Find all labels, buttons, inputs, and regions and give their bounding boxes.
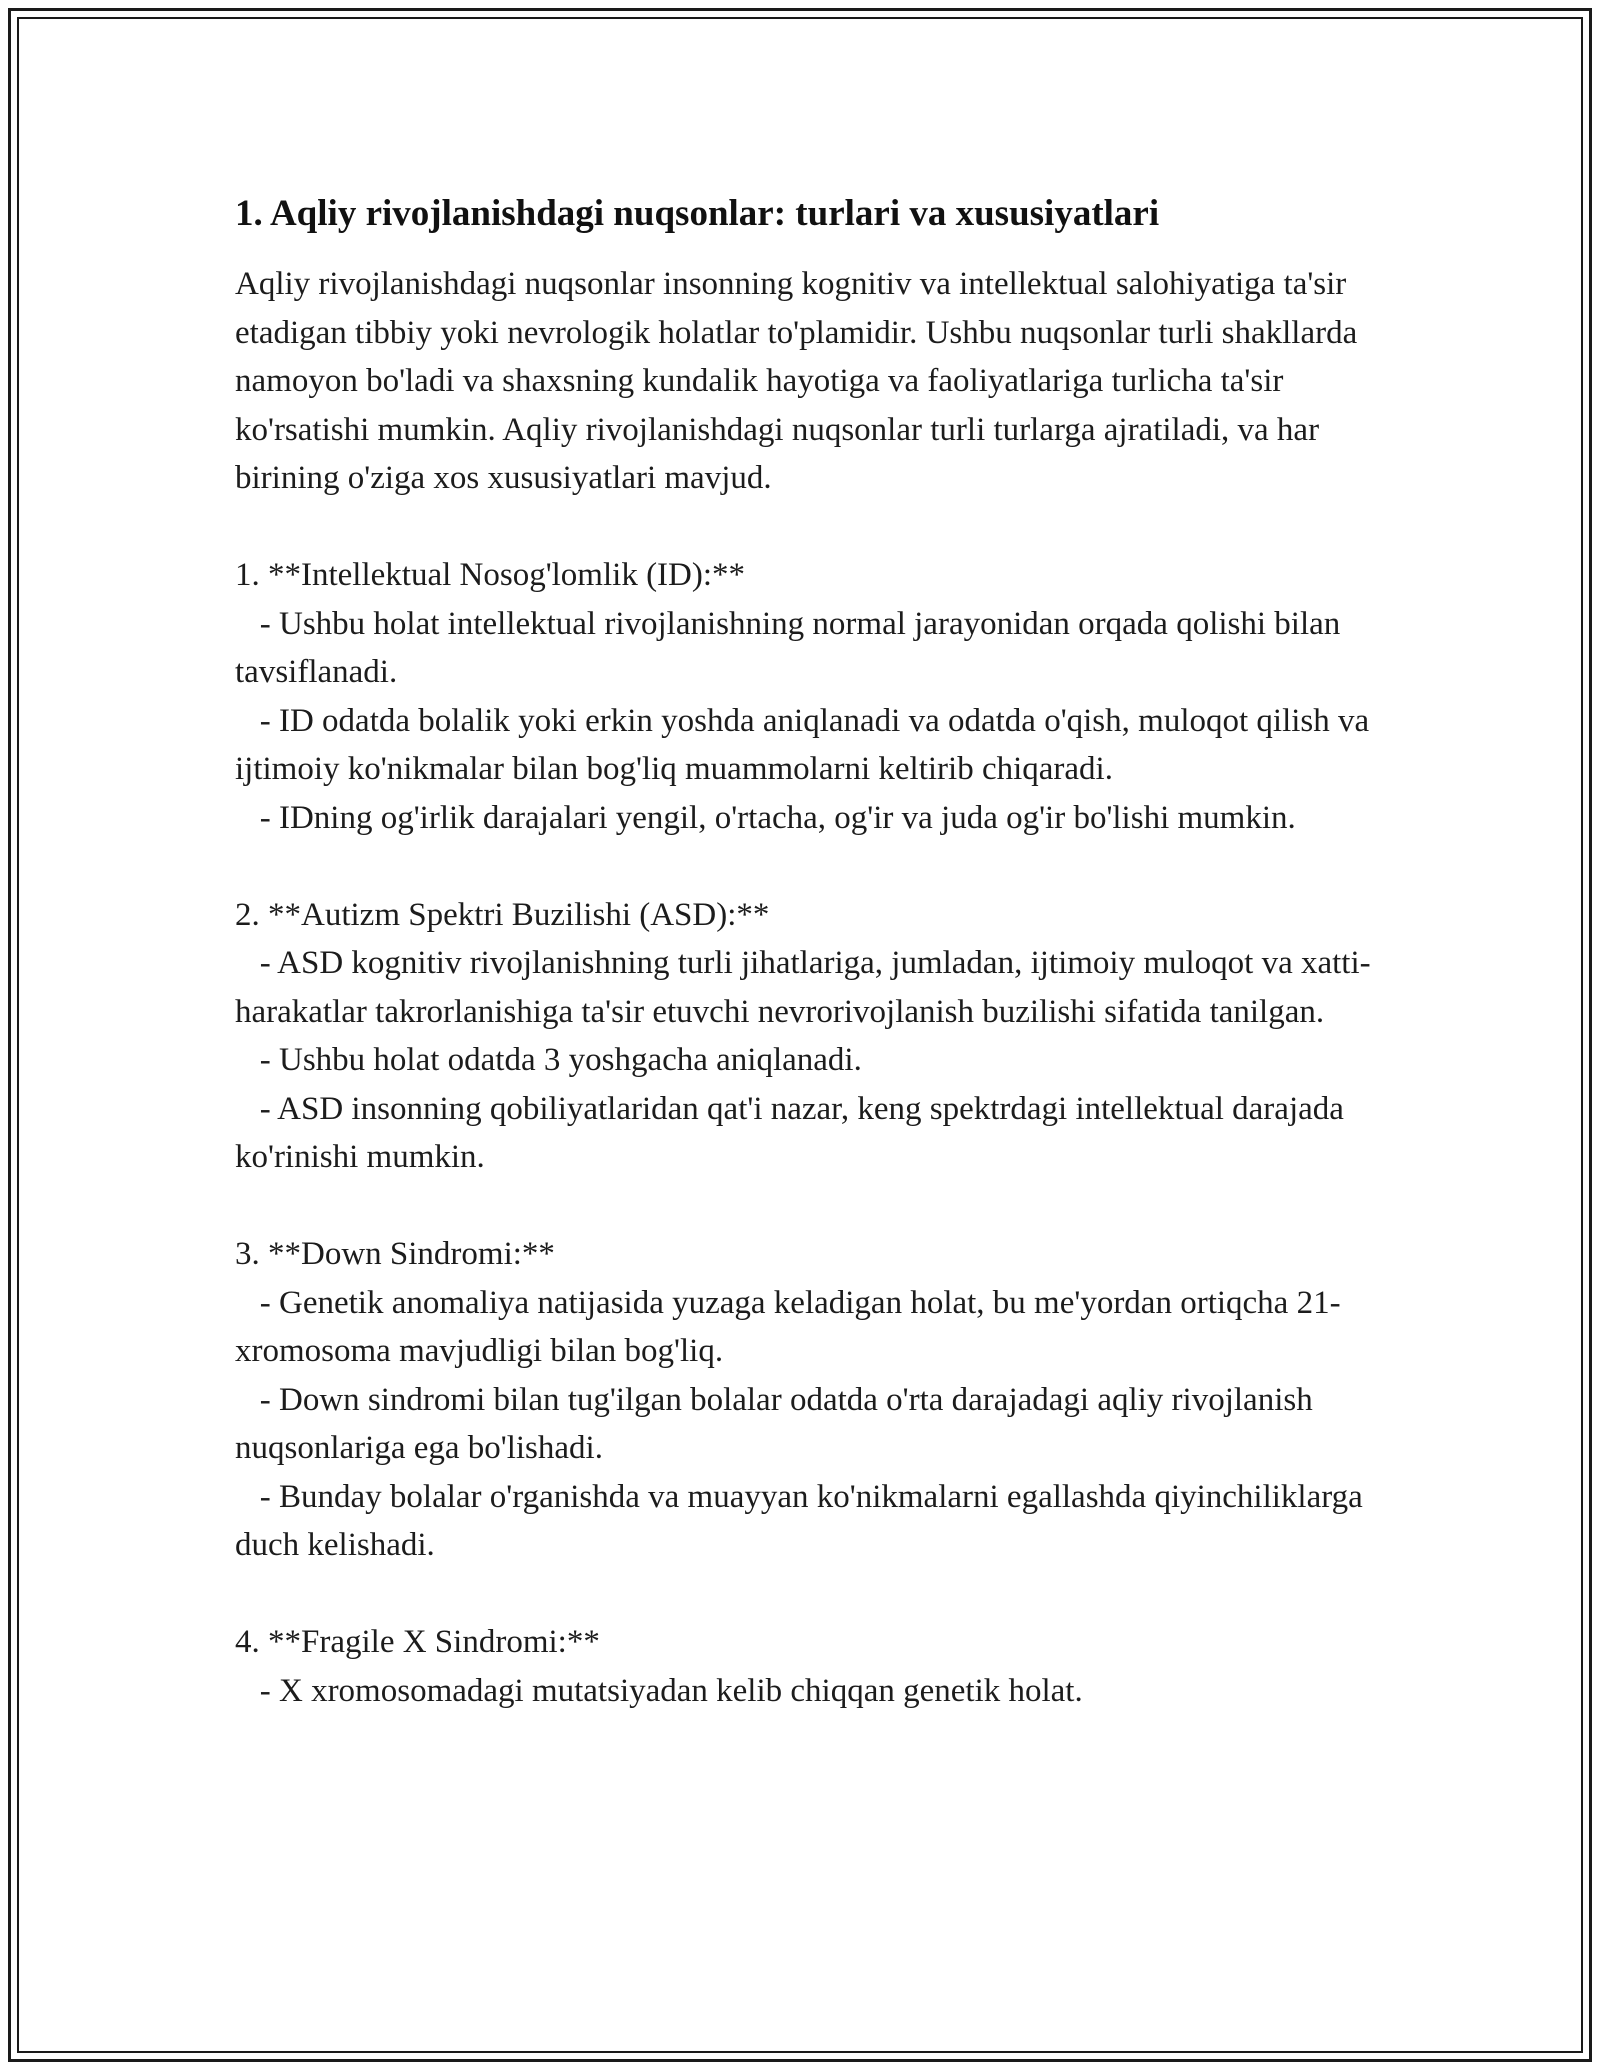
- section-heading: 1. **Intellektual Nosog'lomlik (ID):**: [235, 557, 746, 593]
- section-bullet: - Down sindromi bilan tug'ilgan bolalar odatda o'rta darajadagi aqliy rivojlanish nuqsonlariga ega bo'lishadi.: [235, 1381, 1321, 1466]
- section-bullet: - Genetik anomaliya natijasida yuzaga keladigan holat, bu me'yordan ortiqcha 21-xromosoma mavjudligi bilan bog'liq.: [235, 1284, 1341, 1369]
- document-title: 1. Aqliy rivojlanishdagi nuqsonlar: turlari va xususiyatlari: [235, 193, 1160, 234]
- section-bullet: - Ushbu holat odatda 3 yoshgacha aniqlanadi.: [235, 1042, 862, 1078]
- section-heading: 3. **Down Sindromi:**: [235, 1236, 555, 1272]
- section-bullet: - X xromosomadagi mutatsiyadan kelib chiqqan genetik holat.: [235, 1672, 1083, 1709]
- spacer: [235, 1570, 1385, 1619]
- section-bullet: - IDning og'irlik darajalari yengil, o'rtacha, og'ir va juda og'ir bo'lishi mumkin.: [235, 799, 1296, 836]
- intro-paragraph: Aqliy rivojlanishdagi nuqsonlar insonning kognitiv va intellektual salohiyatiga ta'sir etadigan tibbiy yoki nevrologik holatlar to'plamidir. Ushbu nuqsonlar turli shakllarda namoyon bo'ladi va shaxsning kundalik hayotiga va faoliyatlariga turlicha ta'sir ko'rsatishi mumkin. Aqliy rivojlanishdagi nuqsonlar turli turlarga ajratiladi, va har birining o'ziga xos xususiyatlari mavjud.: [235, 266, 1366, 496]
- section-intellectual-disability: [235, 551, 1385, 842]
- section-bullet: - Ushbu holat intellektual rivojlanishning normal jarayonidan orqada qolishi bilan tavsiflanadi.: [235, 605, 1349, 690]
- section-bullet: - Bunday bolalar o'rganishda va muayyan ko'nikmalarni egallashda qiyinchiliklarga duch kelishadi.: [235, 1478, 1372, 1563]
- spacer: [235, 842, 1385, 891]
- spacer: [235, 503, 1385, 552]
- document-body: [235, 190, 1385, 1715]
- section-bullet: - ASD insonning qobiliyatlaridan qat'i nazar, keng spektrdagi intellektual darajada ko'rinishi mumkin.: [235, 1090, 1353, 1175]
- section-down-syndrome: [235, 1230, 1385, 1570]
- section-fragile-x: [235, 1618, 1385, 1715]
- section-bullet: - ID odatda bolalik yoki erkin yoshda aniqlanadi va odatda o'qish, muloqot qilish va ijtimoiy ko'nikmalar bilan bog'liq muammolarni keltirib chiqaradi.: [235, 702, 1378, 787]
- section-heading: 2. **Autizm Spektri Buzilishi (ASD):**: [235, 896, 770, 933]
- section-autism-spectrum: [235, 891, 1385, 1182]
- section-heading: 4. **Fragile X Sindromi:**: [235, 1624, 600, 1660]
- section-bullet: - ASD kognitiv rivojlanishning turli jihatlariga, jumladan, ijtimoiy muloqot va xatti-harakatlar takrorlanishiga ta'sir etuvchi nevrorivojlanish buzilishi sifatida tanilgan.: [235, 945, 1371, 1030]
- spacer: [235, 1182, 1385, 1231]
